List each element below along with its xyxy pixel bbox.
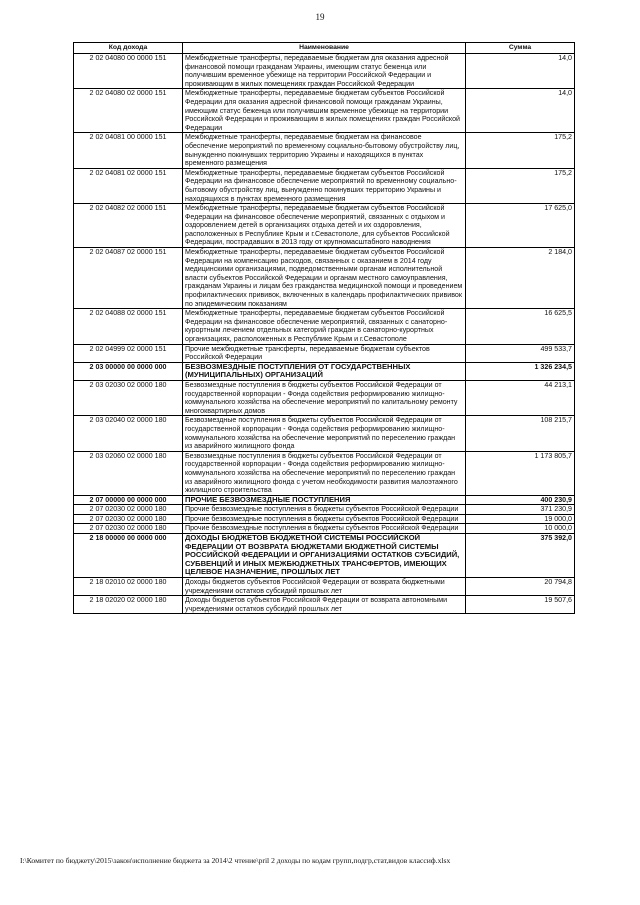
row-code: 2 07 00000 00 0000 000: [74, 495, 183, 505]
row-name: Межбюджетные трансферты, передаваемые бюджетам субъектов Российской Федерации для оказания адресной финансовой помощи гражданам Украины, имеющим статус беженца или получившим временное убежище на территории Российской Федерации и проживающим в жилых помещениях граждан Российской Федерации: [183, 89, 466, 133]
row-code: 2 02 04080 00 0000 151: [74, 54, 183, 89]
header-code: Код дохода: [74, 43, 183, 54]
table-row: [74, 204, 575, 248]
row-amount: 1 326 234,5: [466, 362, 575, 380]
row-name: Межбюджетные трансферты, передаваемые бюджетам субъектов Российской Федерации на финансовое обеспечение мероприятий по временному социально-бытовому обустройству лиц, вынужденно покинувших территорию Украины и находящихся в пунктах временного размещения: [183, 168, 466, 203]
row-amount: 14,0: [466, 54, 575, 89]
row-code: 2 18 00000 00 0000 000: [74, 534, 183, 578]
table-row: [74, 596, 575, 614]
row-name: ПРОЧИЕ БЕЗВОЗМЕЗДНЫЕ ПОСТУПЛЕНИЯ: [183, 495, 466, 505]
row-amount: 20 794,8: [466, 578, 575, 596]
row-name: Доходы бюджетов субъектов Российской Федерации от возврата автономными учреждениями остатков субсидий прошлых лет: [183, 596, 466, 614]
row-amount: 371 230,9: [466, 505, 575, 515]
table-header-row: [74, 43, 575, 54]
row-amount: 17 625,0: [466, 204, 575, 248]
row-amount: 2 184,0: [466, 248, 575, 309]
row-name: Прочие безвозмездные поступления в бюджеты субъектов Российской Федерации: [183, 524, 466, 534]
table-row: [74, 168, 575, 203]
table-row: [74, 578, 575, 596]
row-name: Доходы бюджетов субъектов Российской Федерации от возврата бюджетными учреждениями остатков субсидий прошлых лет: [183, 578, 466, 596]
table-row: [74, 505, 575, 515]
table-row: [74, 514, 575, 524]
page-number: 19: [315, 12, 325, 22]
row-code: 2 18 02010 02 0000 180: [74, 578, 183, 596]
table-row: [74, 451, 575, 495]
row-code: 2 07 02030 02 0000 180: [74, 505, 183, 515]
header-amount: Сумма: [466, 43, 575, 54]
table-row: [74, 534, 575, 578]
row-code: 2 02 04088 02 0000 151: [74, 309, 183, 344]
row-amount: 175,2: [466, 168, 575, 203]
table-body: [74, 54, 575, 614]
row-code: 2 02 04080 02 0000 151: [74, 89, 183, 133]
row-code: 2 02 04081 00 0000 151: [74, 133, 183, 168]
row-code: 2 07 02030 02 0000 180: [74, 514, 183, 524]
row-amount: 14,0: [466, 89, 575, 133]
row-amount: 499 533,7: [466, 344, 575, 362]
row-code: 2 03 00000 00 0000 000: [74, 362, 183, 380]
row-name: Межбюджетные трансферты, передаваемые бюджетам субъектов Российской Федерации на компенсацию расходов, связанных с оказанием в 2014 году медицинскими организациями, подведомственными органам исполнительной власти субъектов Российской Федерации и органам местного самоуправления, гражданам Украины и лицам без гражданства медицинской помощи и проведением профилактических прививок, включенных в календарь профилактических прививок по эпидемическим показаниям: [183, 248, 466, 309]
table-row: [74, 380, 575, 415]
row-amount: 16 625,5: [466, 309, 575, 344]
row-name: Межбюджетные трансферты, передаваемые бюджетам субъектов Российской Федерации на финансовое обеспечение мероприятий, связанных с отдыхом и оздоровлением детей в организациях отдыха детей и их оздоровления, расположенных в Республике Крым и г.Севастополе, для субъектов Российской Федерации, пострадавших в 2013 году от крупномасштабного наводнения: [183, 204, 466, 248]
row-code: 2 18 02020 02 0000 180: [74, 596, 183, 614]
table-row: [74, 133, 575, 168]
file-path-footer: I:\Комитет по бюджету\2015\закон\исполнение бюджета за 2014\2 чтение\pril 2 доходы по кодам групп,подгр,стат,видов классиф.xlsx: [20, 856, 451, 865]
row-code: 2 03 02030 02 0000 180: [74, 380, 183, 415]
row-amount: 375 392,0: [466, 534, 575, 578]
row-code: 2 07 02030 02 0000 180: [74, 524, 183, 534]
row-name: Безвозмездные поступления в бюджеты субъектов Российской Федерации от государственной корпорации - Фонда содействия реформированию жилищно-коммунального хозяйства на обеспечение мероприятий по переселению граждан из аварийного жилищного фонда: [183, 416, 466, 451]
row-name: Безвозмездные поступления в бюджеты субъектов Российской Федерации от государственной корпорации - Фонда содействия реформированию жилищно-коммунального хозяйства на обеспечение мероприятий по переселению граждан из аварийного жилищного фонда с учетом необходимости развития малоэтажного жилищного строительства: [183, 451, 466, 495]
row-code: 2 02 04081 02 0000 151: [74, 168, 183, 203]
row-name: Прочие безвозмездные поступления в бюджеты субъектов Российской Федерации: [183, 505, 466, 515]
row-code: 2 02 04087 02 0000 151: [74, 248, 183, 309]
revenue-table: [73, 42, 575, 614]
header-name: Наименование: [183, 43, 466, 54]
row-amount: 19 000,0: [466, 514, 575, 524]
table-row: [74, 89, 575, 133]
row-name: Прочие межбюджетные трансферты, передаваемые бюджетам субъектов Российской Федерации: [183, 344, 466, 362]
row-amount: 1 173 805,7: [466, 451, 575, 495]
row-name: ДОХОДЫ БЮДЖЕТОВ БЮДЖЕТНОЙ СИСТЕМЫ РОССИЙСКОЙ ФЕДЕРАЦИИ ОТ ВОЗВРАТА БЮДЖЕТАМИ БЮДЖЕТНОЙ СИСТЕМЫ РОССИЙСКОЙ ФЕДЕРАЦИИ И ОРГАНИЗАЦИЯМИ ОСТАТКОВ СУБСИДИЙ, СУБВЕНЦИЙ И ИНЫХ МЕЖБЮДЖЕТНЫХ ТРАНСФЕРТОВ, ИМЕЮЩИХ ЦЕЛЕВОЕ НАЗНАЧЕНИЕ, ПРОШЛЫХ ЛЕТ: [183, 534, 466, 578]
table-row: [74, 248, 575, 309]
row-amount: 10 000,0: [466, 524, 575, 534]
row-name: Межбюджетные трансферты, передаваемые бюджетам на финансовое обеспечение мероприятий по временному социально-бытовому обустройству лиц, вынужденно покинувших территорию Украины и находящихся в пунктах временного размещения: [183, 133, 466, 168]
row-name: Межбюджетные трансферты, передаваемые бюджетам субъектов Российской Федерации на финансовое обеспечение мероприятий, связанных с санаторно-курортным лечением отдельных категорий граждан в санаторно-курортных организациях, расположенных в Республике Крым и г.Севастополе: [183, 309, 466, 344]
table-row: [74, 54, 575, 89]
row-amount: 400 230,9: [466, 495, 575, 505]
row-amount: 175,2: [466, 133, 575, 168]
table-row: [74, 416, 575, 451]
row-name: Межбюджетные трансферты, передаваемые бюджетам для оказания адресной финансовой помощи гражданам Украины, имеющим статус беженца или получившим временное убежище на территории Российской Федерации и проживающим в жилых помещениях граждан Российской Федерации: [183, 54, 466, 89]
table-row: [74, 362, 575, 380]
row-amount: 108 215,7: [466, 416, 575, 451]
row-code: 2 02 04082 02 0000 151: [74, 204, 183, 248]
row-name: Безвозмездные поступления в бюджеты субъектов Российской Федерации от государственной корпорации - Фонда содействия реформированию жилищно-коммунального хозяйства на обеспечение мероприятий по капитальному ремонту многоквартирных домов: [183, 380, 466, 415]
row-amount: 19 507,6: [466, 596, 575, 614]
row-name: Прочие безвозмездные поступления в бюджеты субъектов Российской Федерации: [183, 514, 466, 524]
row-code: 2 03 02060 02 0000 180: [74, 451, 183, 495]
row-code: 2 02 04999 02 0000 151: [74, 344, 183, 362]
table-row: [74, 495, 575, 505]
table-row: [74, 344, 575, 362]
row-code: 2 03 02040 02 0000 180: [74, 416, 183, 451]
row-name: БЕЗВОЗМЕЗДНЫЕ ПОСТУПЛЕНИЯ ОТ ГОСУДАРСТВЕННЫХ (МУНИЦИПАЛЬНЫХ) ОРГАНИЗАЦИЙ: [183, 362, 466, 380]
row-amount: 44 213,1: [466, 380, 575, 415]
table-row: [74, 309, 575, 344]
